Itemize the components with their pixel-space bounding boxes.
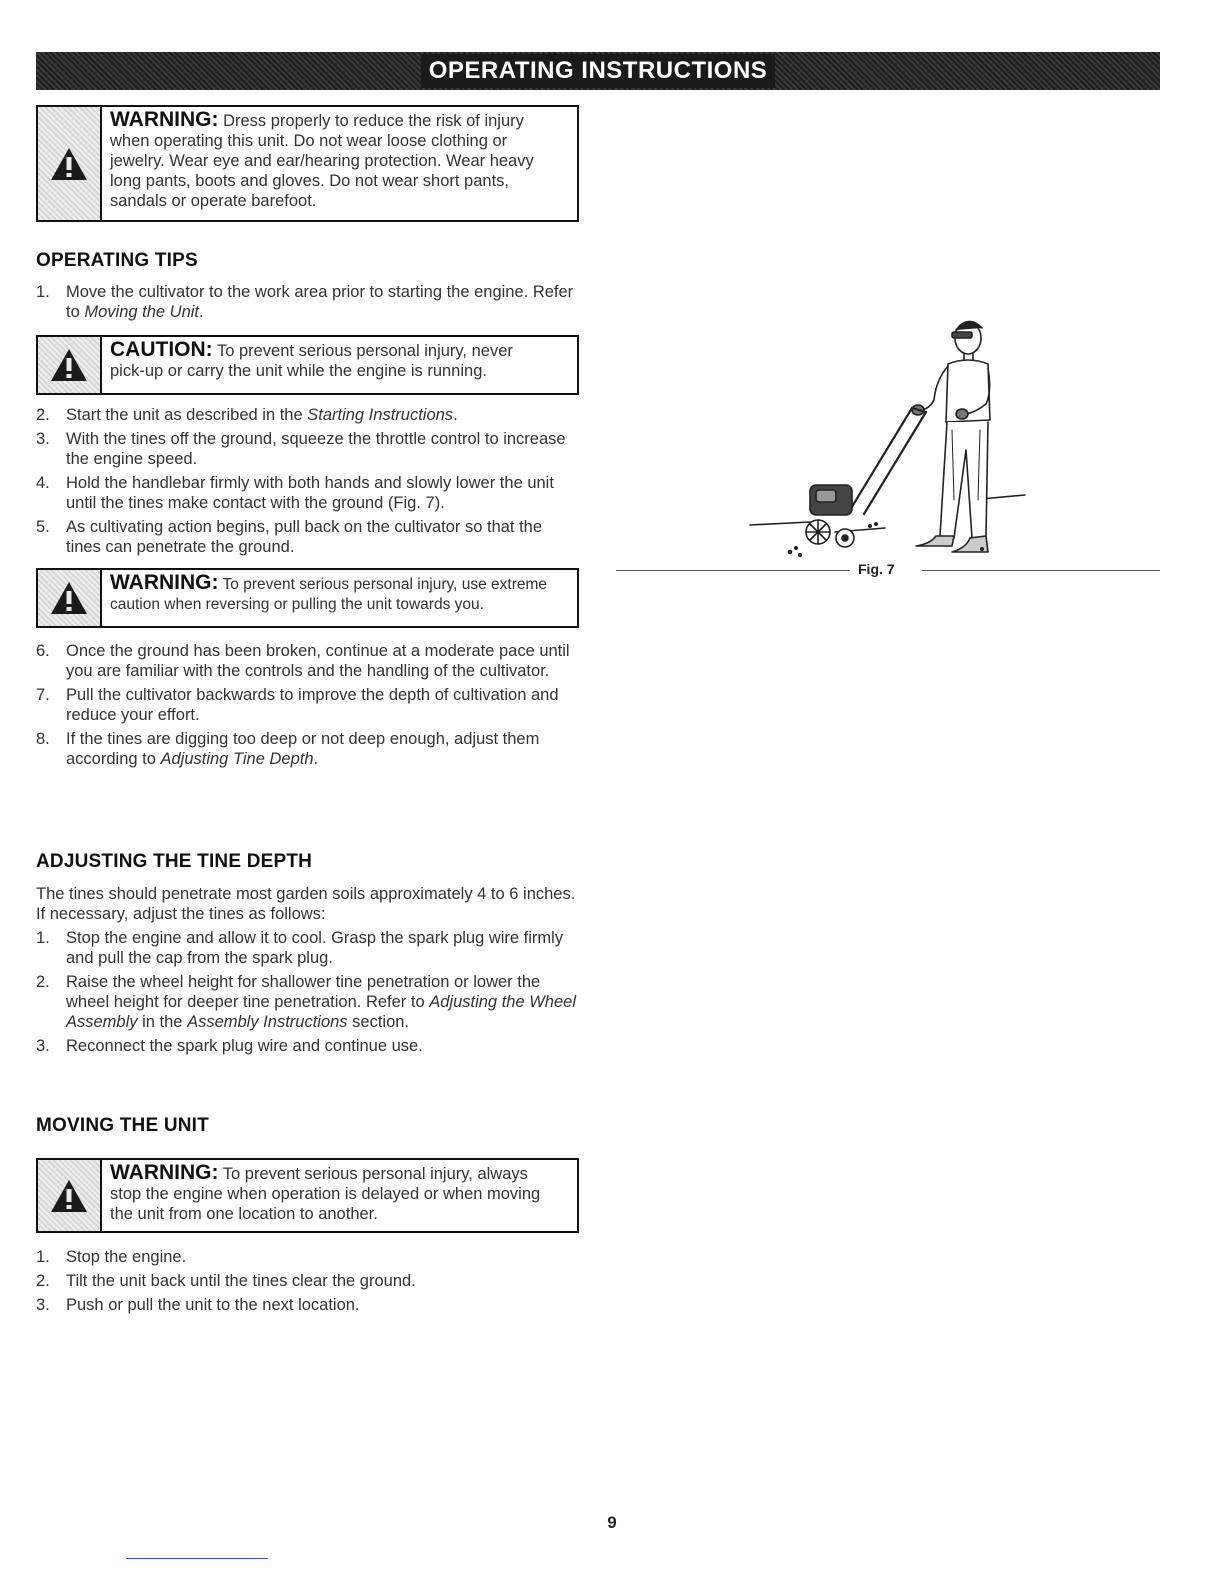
list-item: [36, 928, 581, 968]
warning-moving-box: [36, 1158, 579, 1233]
warning-icon-cell: [38, 107, 102, 220]
list-item: [36, 1295, 581, 1315]
item-number: 6.: [36, 642, 50, 660]
list-item: [36, 1271, 581, 1291]
list-item: [36, 405, 581, 425]
warning-dress-box: [36, 105, 579, 222]
caution-triangle-icon: [49, 347, 89, 383]
item-number: 8.: [36, 730, 50, 748]
tine-depth-steps: [36, 928, 581, 1060]
item-text: Once the ground has been broken, continue at a moderate pace until you are familiar with the controls and the handling of the cultivator.: [66, 642, 570, 680]
moving-unit-steps: [36, 1247, 581, 1319]
list-item: [36, 1036, 581, 1056]
page-number: 9: [607, 1513, 617, 1532]
item-number: 3.: [36, 430, 50, 448]
figure-rule-right: [922, 570, 1160, 571]
operating-tips-heading: OPERATING TIPS: [36, 250, 198, 271]
item-text: As cultivating action begins, pull back on the cultivator so that the tines can penetrate the ground.: [66, 518, 543, 556]
tine-depth-heading: ADJUSTING THE TINE DEPTH: [36, 851, 313, 872]
item-number: 3.: [36, 1296, 50, 1314]
item-text: Hold the handlebar firmly with both hands and slowly lower the unit until the tines make contact with the ground (Fig. 7).: [66, 474, 554, 512]
list-item: [36, 729, 581, 769]
item-text: Push or pull the unit to the next location.: [66, 1296, 360, 1314]
item-text: Stop the engine and allow it to cool. Grasp the spark plug wire firmly and pull the cap from the spark plug.: [66, 929, 564, 967]
caution-label: CAUTION:: [110, 338, 213, 361]
item-reference: Assembly Instructions: [187, 1013, 348, 1031]
item-number: 2.: [36, 406, 50, 424]
item-reference: Moving the Unit: [84, 303, 199, 321]
item-text: If the tines are digging too deep or not deep enough, adjust them according to: [66, 730, 540, 768]
warning-line: To prevent serious personal injury, always: [218, 1165, 528, 1183]
item-number: 4.: [36, 474, 50, 492]
item-text: Start the unit as described in the: [66, 406, 308, 424]
warning-icon-cell: [38, 570, 102, 626]
item-tail: .: [453, 406, 458, 424]
caution-line: To prevent serious personal injury, never: [212, 342, 513, 360]
item-number: 3.: [36, 1037, 50, 1055]
warning-line: the unit from one location to another.: [110, 1205, 378, 1223]
tine-depth-intro: The tines should penetrate most garden soils approximately 4 to 6 inches. If necessary, adjust the tines as follows:: [36, 885, 576, 923]
item-number: 7.: [36, 686, 50, 704]
warning-line: jewelry. Wear eye and ear/hearing protection. Wear heavy: [110, 152, 534, 170]
list-item: [36, 282, 581, 322]
figure-caption: Fig. 7: [858, 561, 895, 577]
caution-box: [36, 335, 579, 395]
item-reference: Adjusting Tine Depth: [160, 750, 314, 768]
operating-tips-steps-6-8: [36, 641, 581, 773]
caution-line: pick-up or carry the unit while the engine is running.: [110, 362, 487, 380]
warning-triangle-icon: [49, 146, 89, 182]
item-text: Pull the cultivator backwards to improve the depth of cultivation and reduce your effort.: [66, 686, 559, 724]
person-operating-cultivator-illustration: [740, 300, 1040, 565]
list-item: [36, 641, 581, 681]
item-text: Stop the engine.: [66, 1248, 187, 1266]
item-tail: in the: [137, 1013, 188, 1031]
warning-line: long pants, boots and gloves. Do not wear short pants,: [110, 172, 509, 190]
moving-unit-heading: MOVING THE UNIT: [36, 1115, 209, 1136]
item-reference: Starting Instructions: [307, 406, 454, 424]
warning-reversing-box: [36, 568, 579, 628]
warning-label: WARNING:: [110, 108, 219, 131]
list-item: [36, 473, 581, 513]
footer-rule: [126, 1558, 268, 1559]
warning-line: stop the engine when operation is delayed or when moving: [110, 1185, 541, 1203]
item-text: With the tines off the ground, squeeze the throttle control to increase the engine speed.: [66, 430, 566, 468]
item-number: 2.: [36, 973, 50, 991]
item-text: Raise the wheel height for shallower tine penetration or lower the wheel height for deeper tine penetration. Refer to: [66, 973, 541, 1011]
item-text: Move the cultivator to the work area prior to starting the engine. Refer to: [66, 283, 574, 321]
figure-rule-left: [616, 570, 850, 571]
item-number: 5.: [36, 518, 50, 536]
warning-label: WARNING:: [110, 571, 219, 594]
item-tail: section.: [347, 1013, 410, 1031]
list-item: [36, 972, 581, 1032]
warning-reversing-text: [102, 570, 555, 626]
operating-tips-step1-list: [36, 282, 581, 326]
list-item: [36, 517, 581, 557]
item-number: 1.: [36, 283, 50, 301]
warning-line: sandals or operate barefoot.: [110, 192, 317, 210]
item-text: Tilt the unit back until the tines clear the ground.: [66, 1272, 416, 1290]
section-title: OPERATING INSTRUCTIONS: [421, 54, 776, 88]
list-item: [36, 685, 581, 725]
warning-icon-cell: [38, 1160, 102, 1231]
item-reference: Adjusting the Wheel Assembly: [66, 993, 576, 1031]
warning-line: Dress properly to reduce the risk of injury: [218, 112, 524, 130]
warning-triangle-icon: [49, 580, 89, 616]
warning-triangle-icon: [49, 1178, 89, 1214]
caution-icon-cell: [38, 337, 102, 393]
list-item: [36, 1247, 581, 1267]
warning-line: caution when reversing or pulling the unit towards you.: [110, 596, 484, 613]
list-item: [36, 429, 581, 469]
operating-tips-steps-2-5: [36, 405, 581, 561]
item-number: 1.: [36, 1248, 50, 1266]
item-number: 2.: [36, 1272, 50, 1290]
item-tail: .: [313, 750, 319, 768]
warning-line: To prevent serious personal injury, use extreme: [218, 576, 548, 593]
item-tail: .: [199, 303, 204, 321]
warning-line: when operating this unit. Do not wear loose clothing or: [110, 132, 508, 150]
warning-dress-text: [102, 107, 542, 220]
warning-label: WARNING:: [110, 1161, 219, 1184]
caution-text: [102, 337, 521, 393]
item-text: Reconnect the spark plug wire and continue use.: [66, 1037, 423, 1055]
item-number: 1.: [36, 929, 50, 947]
section-header-bar: [36, 52, 1160, 90]
warning-moving-text: [102, 1160, 548, 1231]
